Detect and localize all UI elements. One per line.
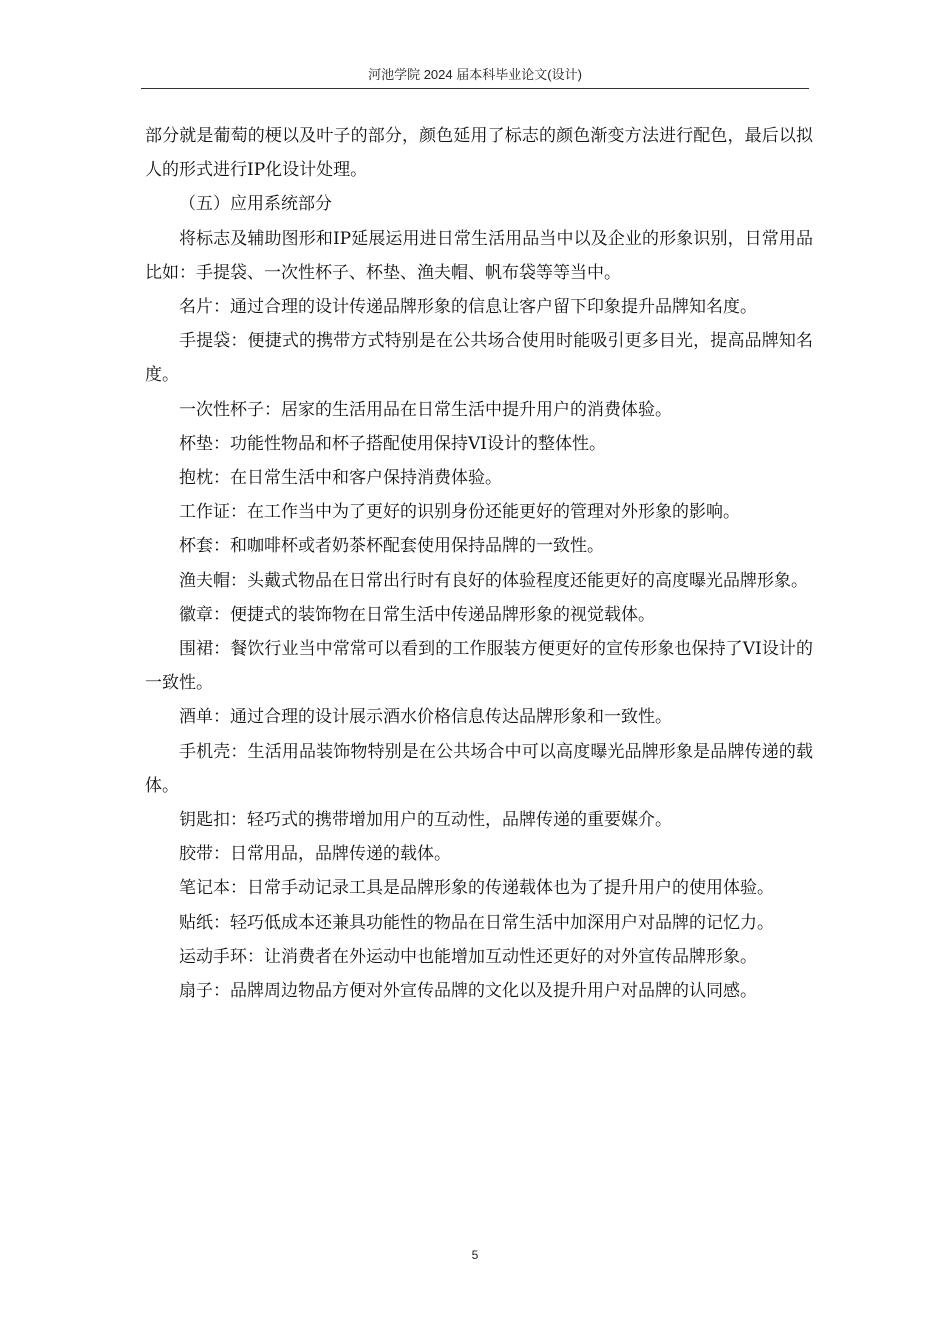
- body-text: [145, 119, 813, 1008]
- paragraph: 杯套：和咖啡杯或者奶茶杯配套使用保持品牌的一致性。: [179, 536, 604, 557]
- paragraph: 工作证：在工作当中为了更好的识别身份还能更好的管理对外形象的影响。: [179, 502, 740, 523]
- paragraph: 杯垫：功能性物品和杯子搭配使用保持VI设计的整体性。: [179, 433, 606, 454]
- paragraph: 手机壳：生活用品装饰物特别是在公共场合中可以高度曝光品牌形象是品牌传递的载体。: [145, 741, 813, 796]
- paragraph: 贴纸：轻巧低成本还兼具功能性的物品在日常生活中加深用户对品牌的记忆力。: [179, 912, 774, 933]
- paragraph: 渔夫帽：头戴式物品在日常出行时有良好的体验程度还能更好的高度曝光品牌形象。: [179, 570, 808, 591]
- paragraph: 笔记本：日常手动记录工具是品牌形象的传递载体也为了提升用户的使用体验。: [179, 878, 774, 899]
- paragraph: 抱枕：在日常生活中和客户保持消费体验。: [179, 468, 502, 489]
- paragraph: 部分就是葡萄的梗以及叶子的部分，颜色延用了标志的颜色渐变方法进行配色，最后以拟人的形式进行IP化设计处理。: [145, 126, 813, 181]
- paragraph: 胶带：日常用品，品牌传递的载体。: [179, 844, 451, 865]
- page-number: 5: [471, 1248, 479, 1262]
- paragraph: 一次性杯子：居家的生活用品在日常生活中提升用户的消费体验。: [179, 399, 672, 420]
- paragraph: 扇子：品牌周边物品方便对外宣传品牌的文化以及提升用户对品牌的认同感。: [179, 981, 757, 1002]
- paragraph: 将标志及辅助图形和IP延展运用进日常生活用品当中以及企业的形象识别，日常用品比如：手提袋、一次性杯子、杯垫、渔夫帽、帆布袋等等当中。: [145, 228, 813, 283]
- header-rule: [141, 88, 809, 89]
- paragraph: 运动手环：让消费者在外运动中也能增加互动性还更好的对外宣传品牌形象。: [179, 946, 757, 967]
- paragraph: 手提袋：便捷式的携带方式特别是在公共场合使用时能吸引更多目光，提高品牌知名度。: [145, 331, 813, 386]
- paragraph: 围裙：餐饮行业当中常常可以看到的工作服装方便更好的宣传形象也保持了VI设计的一致性。: [145, 639, 813, 694]
- paragraph: 钥匙扣：轻巧式的携带增加用户的互动性，品牌传递的重要媒介。: [179, 810, 672, 831]
- paragraph: 名片：通过合理的设计传递品牌形象的信息让客户留下印象提升品牌知名度。: [179, 297, 757, 318]
- paragraph: （五）应用系统部分: [179, 194, 332, 215]
- paragraph: 徽章：便捷式的装饰物在日常生活中传递品牌形象的视觉载体。: [179, 604, 655, 625]
- paragraph: 酒单：通过合理的设计展示酒水价格信息传达品牌形象和一致性。: [179, 707, 672, 728]
- page-header: 河池学院 2024 届本科毕业论文(设计): [368, 67, 582, 82]
